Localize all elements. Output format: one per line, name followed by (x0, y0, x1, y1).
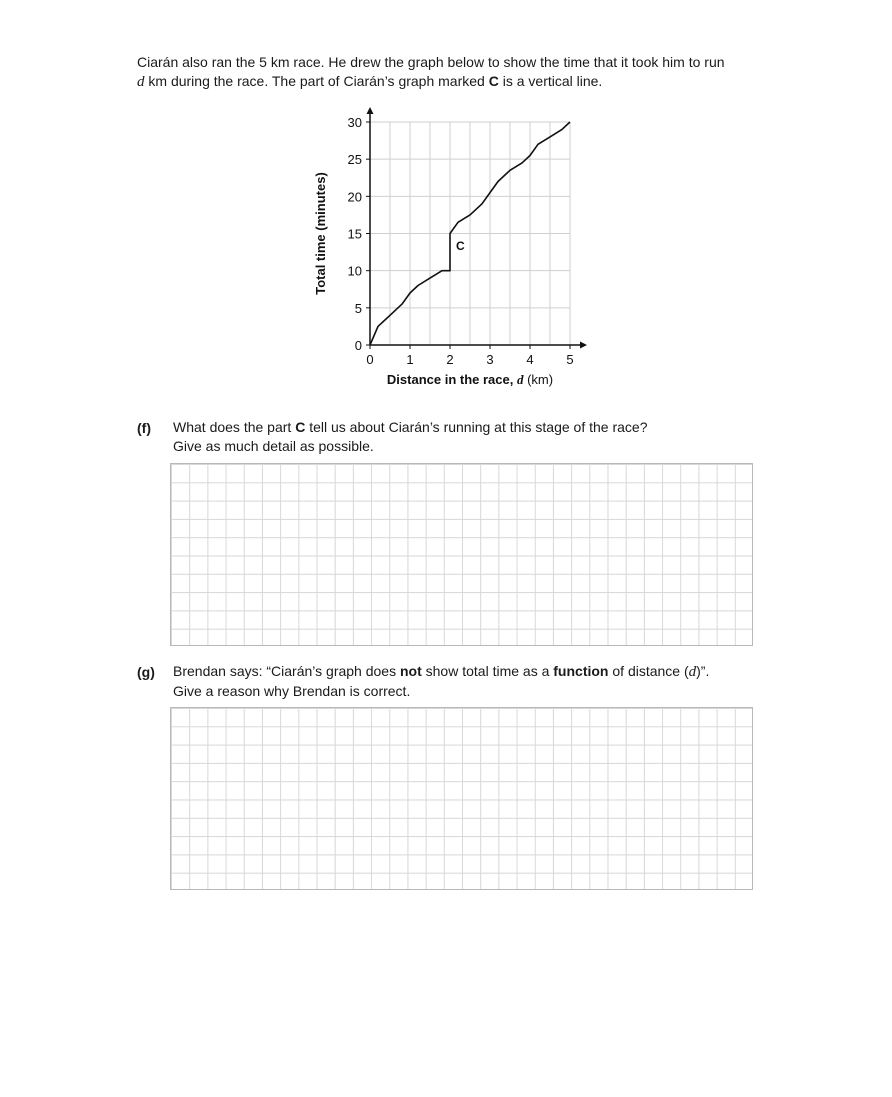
y-tick-label: 20 (347, 189, 362, 205)
y-axis-label: Total time (minutes) (313, 172, 328, 295)
y-tick-label: 10 (347, 263, 362, 279)
intro-text (137, 53, 777, 92)
annotation-c: C (456, 238, 465, 253)
y-tick-label: 30 (347, 115, 362, 130)
y-tick-label: 0 (354, 338, 362, 353)
y-axis-arrow (367, 107, 374, 114)
answer-box-f[interactable] (170, 463, 753, 646)
question-g-text: Brendan says: “Ciarán’s graph does not show total time as a function of distance (d)”. Give a reason why Brendan is correct. (173, 663, 710, 699)
x-tick-label: 5 (566, 352, 574, 367)
y-tick-label: 25 (347, 152, 362, 168)
x-tick-label: 1 (406, 352, 414, 367)
variable-d: d (137, 74, 145, 90)
y-tick-label: 5 (354, 300, 362, 316)
question-g-label: (g) (137, 664, 155, 680)
x-tick-label: 4 (526, 352, 534, 367)
distance-time-chart (300, 100, 600, 400)
question-f-label: (f) (137, 420, 151, 436)
x-tick-label: 3 (486, 352, 494, 367)
answer-box-g[interactable] (170, 707, 753, 890)
chart-axes (366, 107, 587, 349)
intro-line-1: Ciarán also ran the 5 km race. He drew the graph below to show the time that it took him to run (137, 54, 725, 70)
x-tick-label: 0 (366, 352, 374, 367)
y-tick-label: 15 (347, 226, 362, 242)
x-tick-label: 2 (446, 352, 454, 367)
x-axis-label: Distance in the race, d (km) (386, 372, 554, 387)
label-c: C (488, 73, 499, 89)
chart-grid (370, 122, 570, 345)
intro-line-2: d km during the race. The part of Ciarán’s graph marked C is a vertical line. (137, 73, 603, 90)
question-f-text: What does the part C tell us about Ciarán’s running at this stage of the race? Give as much detail as possible. (173, 419, 648, 454)
x-axis-arrow (580, 342, 587, 349)
